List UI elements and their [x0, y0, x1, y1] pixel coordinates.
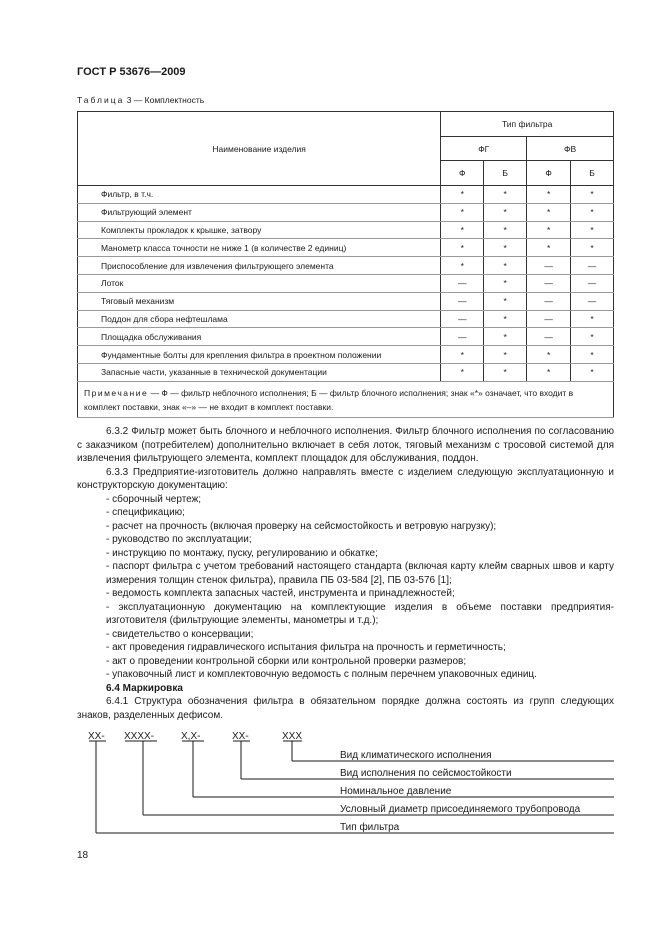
row-cell: *	[527, 239, 571, 257]
header-sub-b: Б	[571, 161, 614, 186]
row-name: Фильтрующий элемент	[78, 203, 441, 221]
row-cell: —	[441, 274, 484, 292]
row-cell: *	[484, 186, 527, 204]
row-cell: —	[527, 257, 571, 275]
code-group: XXXX-	[124, 731, 155, 742]
row-cell: —	[571, 257, 614, 275]
row-name: Тяговый механизм	[78, 292, 441, 310]
row-cell: *	[484, 328, 527, 346]
row-cell: *	[571, 363, 614, 381]
row-cell: —	[571, 292, 614, 310]
list-item: - инструкцию по монтажу, пуску, регулированию и обкатке;	[106, 547, 378, 559]
list-item: - расчет на прочность (включая проверку на сейсмостойкость и ветровую нагрузку);	[106, 520, 497, 532]
row-cell: *	[484, 257, 527, 275]
row-cell: —	[441, 292, 484, 310]
list-item: - руководство по эксплуатации;	[106, 534, 252, 545]
row-cell: *	[571, 221, 614, 239]
table-caption-label: Таблица	[77, 95, 125, 105]
page-number: 18	[77, 850, 89, 861]
row-cell: *	[571, 310, 614, 328]
row-cell: *	[441, 257, 484, 275]
row-cell: *	[571, 239, 614, 257]
list-item: - упаковочный лист и комплектовочную ведомость с полным перечнем упаковочных единиц.	[106, 669, 537, 680]
row-name: Комплекты прокладок к крышке, затвору	[78, 221, 441, 239]
section-heading-6-4: 6.4 Маркировка	[106, 682, 183, 694]
note-text: — Ф — фильтр неблочного исполнения; Б — фильтр блочного исполнения; знак «*» означает, что входит в комплект поставки, знак «–» — не входит в комплект поставки.	[84, 387, 574, 412]
row-name: Фундаментные болты для крепления фильтра в проектном положении	[78, 346, 441, 364]
header-item-name: Наименование изделия	[78, 112, 441, 186]
row-cell: —	[441, 328, 484, 346]
row-cell: *	[571, 328, 614, 346]
row-cell: —	[527, 310, 571, 328]
row-cell: *	[484, 239, 527, 257]
row-name: Запасные части, указанные в технической документации	[78, 363, 441, 381]
list-item: - акт проведения гидравлического испытания фильтра на прочность и герметичность;	[106, 642, 506, 653]
table-caption-text: 3 — Комплектность	[126, 95, 205, 105]
row-cell: *	[484, 310, 527, 328]
header-group-fv: ФВ	[527, 137, 614, 161]
row-cell: *	[484, 346, 527, 364]
list-item: - акт о проведении контрольной сборки или контрольной проверки размеров;	[106, 655, 467, 667]
paragraph-6-4-1: 6.4.1 Структура обозначения фильтра в обязательном порядке должна состоять из групп следующих знаков, разделенных дефисом.	[77, 696, 614, 721]
row-cell: *	[441, 346, 484, 364]
row-cell: *	[441, 239, 484, 257]
row-cell: —	[527, 292, 571, 310]
diagram-label: Вид климатического исполнения	[340, 750, 492, 761]
document-header: ГОСТ Р 53676—2009	[77, 66, 186, 78]
row-cell: —	[441, 310, 484, 328]
row-cell: —	[527, 274, 571, 292]
row-cell: —	[527, 328, 571, 346]
row-cell: *	[527, 363, 571, 381]
row-name: Площадка обслуживания	[78, 328, 441, 346]
row-cell: *	[484, 274, 527, 292]
row-cell: *	[484, 292, 527, 310]
header-group-fg: ФГ	[441, 137, 527, 161]
header-sub-f: Ф	[527, 161, 571, 186]
row-cell: *	[484, 363, 527, 381]
list-item: - свидетельство о консервации;	[106, 628, 254, 640]
paragraph-6-3-3: 6.3.3 Предприятие-изготовитель должно направлять вместе с изделием следующую эксплуатационную и конструкторскую документацию:	[77, 466, 614, 491]
diagram-label: Условный диаметр присоединяемого трубопровода	[340, 804, 581, 815]
row-name: Манометр класса точности не ниже 1 (в количестве 2 единиц)	[78, 239, 441, 257]
diagram-label: Тип фильтра	[340, 822, 400, 833]
row-name: Лоток	[78, 274, 441, 292]
header-filter-type: Тип фильтра	[441, 112, 614, 137]
row-name: Поддон для сбора нефтешлама	[78, 310, 441, 328]
code-group: XXX	[282, 731, 303, 742]
list-item: - паспорт фильтра с учетом требований настоящего стандарта (включая карту клейм сварных швов и карту измерения толщин стенок фильтра), правила ПБ 03-584 [2], ПБ 03-576 [1];	[106, 561, 614, 586]
list-item: - эксплуатационную документацию на комплектующие изделия в объеме поставки предприятия-изготовителя (фильтрующие элементы, манометры и т.д.);	[106, 601, 614, 626]
row-cell: *	[527, 346, 571, 364]
row-cell: *	[527, 221, 571, 239]
header-sub-b: Б	[484, 161, 527, 186]
code-group: XX-	[232, 731, 249, 742]
row-cell: *	[441, 203, 484, 221]
row-cell: *	[484, 203, 527, 221]
diagram-label: Номинальное давление	[340, 786, 452, 797]
code-group: X,X-	[181, 731, 201, 742]
list-item: - ведомость комплекта запасных частей, инструмента и принадлежностей;	[106, 588, 455, 599]
row-name: Фильтр, в т.ч.	[78, 186, 441, 204]
row-cell: *	[571, 346, 614, 364]
row-cell: *	[484, 221, 527, 239]
row-cell: *	[441, 221, 484, 239]
paragraph-6-3-2: 6.3.2 Фильтр может быть блочного и неблочного исполнения. Фильтр блочного исполнения по согласованию с заказчиком (потребителем) дополнительно включает в себя лоток, тяговый механизм с тросовой системой для извлечения фильтрующего элемента, комплект площадок для обслуживания, поддон.	[77, 426, 614, 464]
row-cell: *	[441, 186, 484, 204]
row-cell: *	[571, 203, 614, 221]
note-label: Примечание	[84, 387, 149, 398]
diagram-label: Вид исполнения по сейсмостойкости	[340, 768, 512, 779]
code-group: XX-	[88, 731, 105, 742]
row-cell: *	[571, 186, 614, 204]
list-item: - спецификацию;	[106, 507, 185, 518]
row-cell: *	[527, 203, 571, 221]
row-name: Приспособление для извлечения фильтрующего элемента	[78, 257, 441, 275]
row-cell: *	[527, 186, 571, 204]
row-cell: *	[441, 363, 484, 381]
row-cell: —	[571, 274, 614, 292]
header-sub-f: Ф	[441, 161, 484, 186]
list-item: - сборочный чертеж;	[106, 493, 202, 505]
